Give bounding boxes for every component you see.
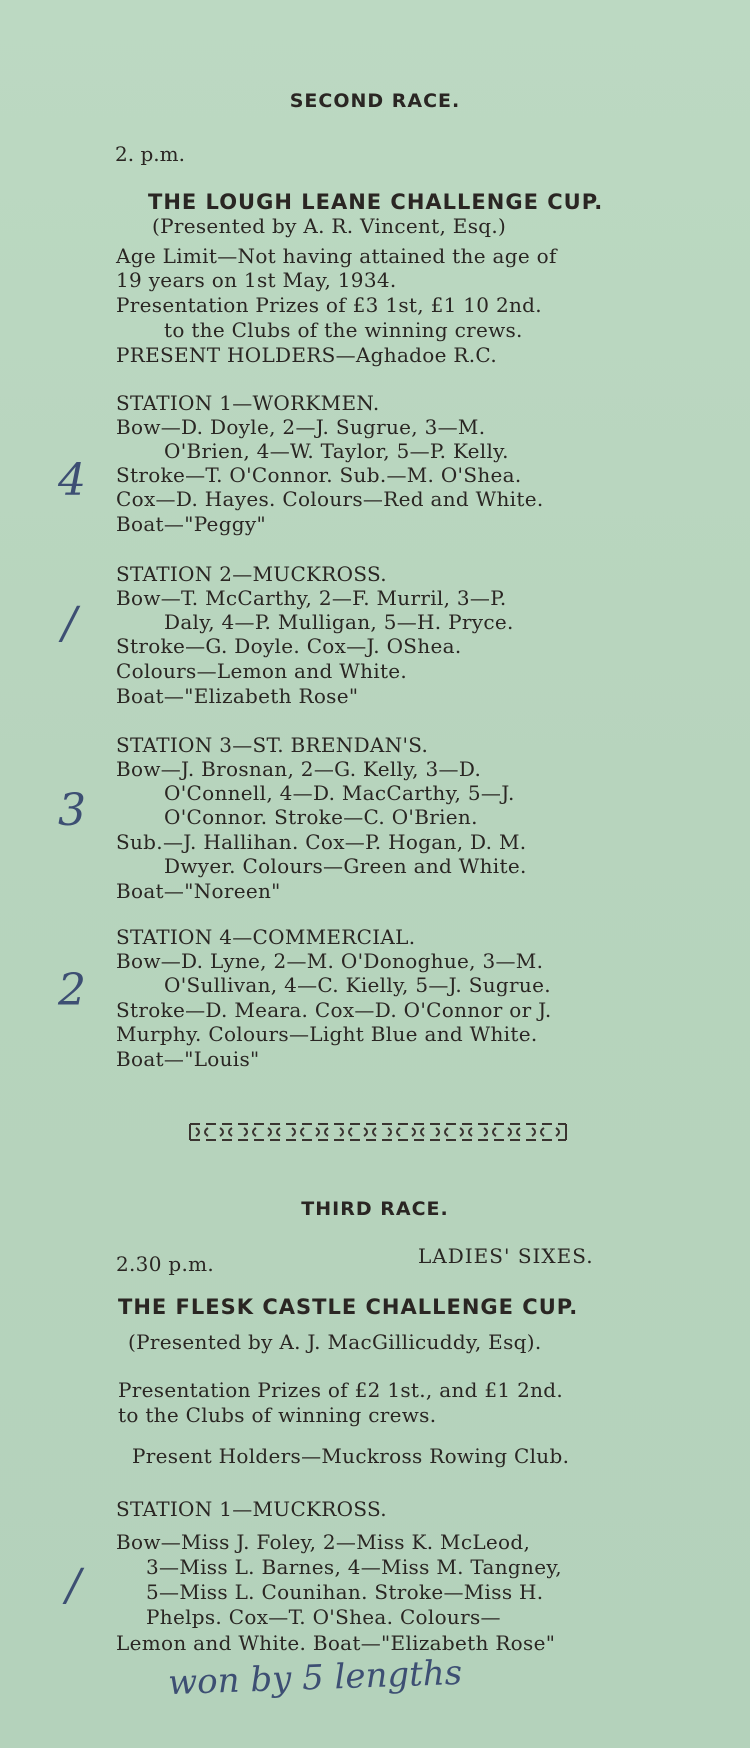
prize-line: to the Clubs of winning crews. [118,1403,437,1427]
crew-line: O'Brien, 4—W. Taylor, 5—P. Kelly. [164,439,509,463]
boat-line: Boat—"Elizabeth Rose" [116,684,359,708]
third-race-heading: THIRD RACE. [301,1198,449,1220]
rule-line: Age Limit—Not having attained the age of [116,244,557,268]
crew-line: 3—Miss L. Barnes, 4—Miss M. Tangney, [146,1555,562,1579]
crew-line: Sub.—J. Hallihan. Cox—P. Hogan, D. M. [116,830,527,854]
crew-line: Bow—Miss J. Foley, 2—Miss K. McLeod, [116,1530,531,1554]
crew-line: Bow—D. Doyle, 2—J. Sugrue, 3—M. [116,415,486,439]
crew-line: Bow—J. Brosnan, 2—G. Kelly, 3—D. [116,757,482,781]
third-race-presented: (Presented by A. J. MacGillicuddy, Esq). [128,1330,542,1354]
crew-line: Lemon and White. Boat—"Elizabeth Rose" [116,1631,556,1655]
third-race-category: LADIES' SIXES. [418,1244,594,1268]
boat-line: Boat—"Peggy" [116,512,266,536]
crew-line: Cox—D. Hayes. Colours—Red and White. [116,487,544,511]
handwritten-result-mark: / [62,598,77,649]
third-race-cup: THE FLESK CASTLE CHALLENGE CUP. [118,1295,579,1319]
boat-line: Boat—"Noreen" [116,879,281,903]
crew-line: Stroke—T. O'Connor. Sub.—M. O'Shea. [116,463,522,487]
handwritten-result-mark: 4 [58,455,86,506]
station-heading: STATION 3—ST. BRENDAN'S. [116,733,429,757]
third-race-time: 2.30 p.m. [116,1252,215,1276]
handwritten-result-mark: 3 [58,785,86,836]
crew-line: Stroke—D. Meara. Cox—D. O'Connor or J. [116,998,552,1022]
station-heading: STATION 1—WORKMEN. [116,391,380,415]
handwritten-result-mark: / [66,1560,81,1611]
crew-line: O'Connor. Stroke—C. O'Brien. [164,805,478,829]
rule-line: to the Clubs of the winning crews. [164,318,523,342]
rule-line: 19 years on 1st May, 1934. [116,268,397,292]
present-holders: Present Holders—Muckross Rowing Club. [132,1444,570,1468]
handwritten-result-mark: 2 [58,965,86,1016]
rule-line: Presentation Prizes of £3 1st, £1 10 2nd. [116,293,542,317]
second-race-time: 2. p.m. [115,142,185,166]
crew-line: Murphy. Colours—Light Blue and White. [116,1022,538,1046]
crew-line: O'Connell, 4—D. MacCarthy, 5—J. [164,781,515,805]
station-heading: STATION 2—MUCKROSS. [116,562,387,586]
crew-line: Bow—D. Lyne, 2—M. O'Donoghue, 3—M. [116,949,544,973]
present-holders: PRESENT HOLDERS—Aghadoe R.C. [116,343,497,367]
second-race-cup: THE LOUGH LEANE CHALLENGE CUP. [148,190,604,214]
second-race-presented: (Presented by A. R. Vincent, Esq.) [152,214,507,238]
crew-line: Daly, 4—P. Mulligan, 5—H. Pryce. [164,610,514,634]
crew-line: O'Sullivan, 4—C. Kielly, 5—J. Sugrue. [164,973,551,997]
crew-line: Dwyer. Colours—Green and White. [164,854,527,878]
crew-line: 5—Miss L. Counihan. Stroke—Miss H. [146,1580,544,1604]
boat-line: Boat—"Louis" [116,1047,260,1071]
crew-line: Colours—Lemon and White. [116,659,408,683]
crew-line: Bow—T. McCarthy, 2—F. Murril, 3—P. [116,586,507,610]
station-heading: STATION 4—COMMERCIAL. [116,925,416,949]
second-race-heading: SECOND RACE. [289,90,461,112]
ornament-divider [188,1120,568,1144]
handwritten-note: won by 5 lengths [167,1652,463,1704]
crew-line: Stroke—G. Doyle. Cox—J. OShea. [116,634,462,658]
prize-line: Presentation Prizes of £2 1st., and £1 2nd. [118,1378,564,1402]
station-heading: STATION 1—MUCKROSS. [116,1497,387,1521]
crew-line: Phelps. Cox—T. O'Shea. Colours— [146,1605,501,1629]
